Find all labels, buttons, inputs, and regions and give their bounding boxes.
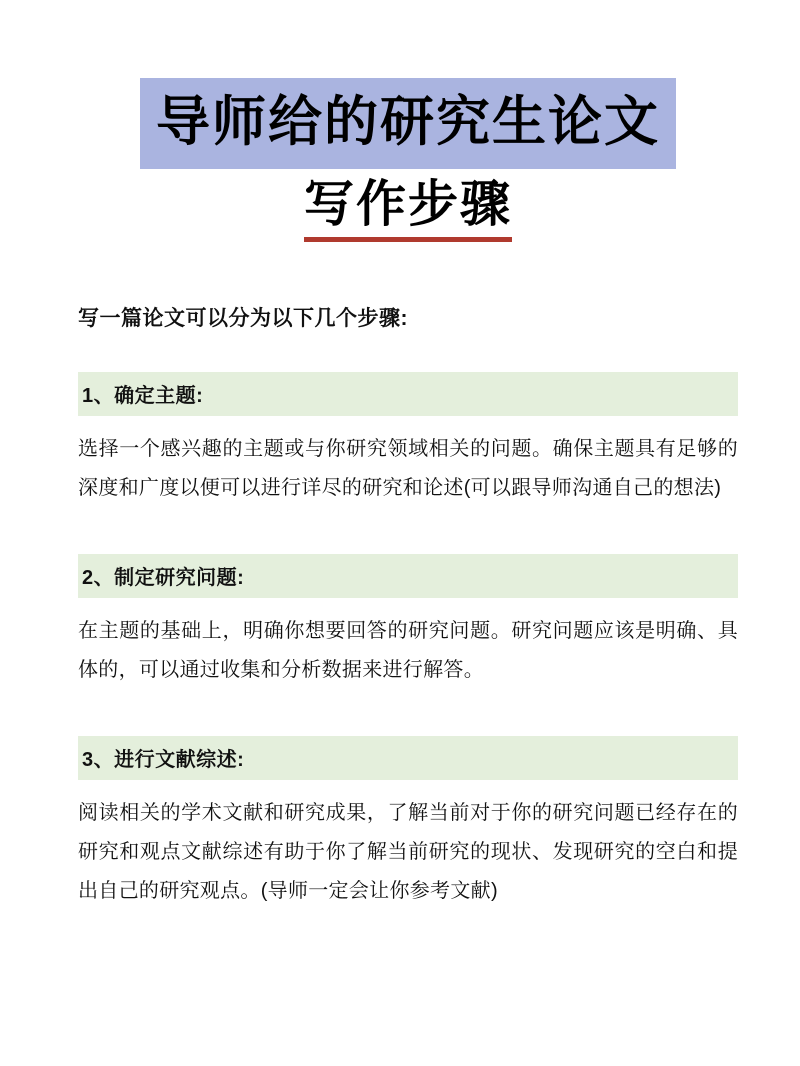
lead-sentence: 写一篇论文可以分为以下几个步骤:: [78, 307, 408, 331]
step-body: 选择一个感兴趣的主题或与你研究领域相关的问题。确保主题具有足够的深度和广度以便可以进行详尽的研究和论述(可以跟导师沟通自己的想法): [78, 438, 738, 500]
step-item: [78, 554, 738, 690]
title-line-2-group: [298, 173, 518, 249]
step-heading: 1、确定主题:: [78, 372, 738, 416]
step-body: 阅读相关的学术文献和研究成果，了解当前对于你的研究问题已经存在的研究和观点文献综述有助于你了解当前研究的现状、发现研究的空白和提出自己的研究观点。(导师一定会让你参考文献): [78, 802, 738, 903]
document-title: [78, 78, 738, 248]
title-line-2: 写作步骤: [304, 175, 512, 232]
step-heading: 2、制定研究问题:: [78, 554, 738, 598]
step-heading: 3、进行文献综述:: [78, 736, 738, 780]
title-underline: [304, 237, 512, 242]
step-item: [78, 372, 738, 508]
title-line-2-wrap: [78, 173, 738, 249]
title-line-1: 导师给的研究生论文: [140, 78, 676, 169]
step-body: 在主题的基础上，明确你想要回答的研究问题。研究问题应该是明确、具体的，可以通过收集和分析数据来进行解答。: [78, 620, 738, 682]
step-item: [78, 736, 738, 911]
